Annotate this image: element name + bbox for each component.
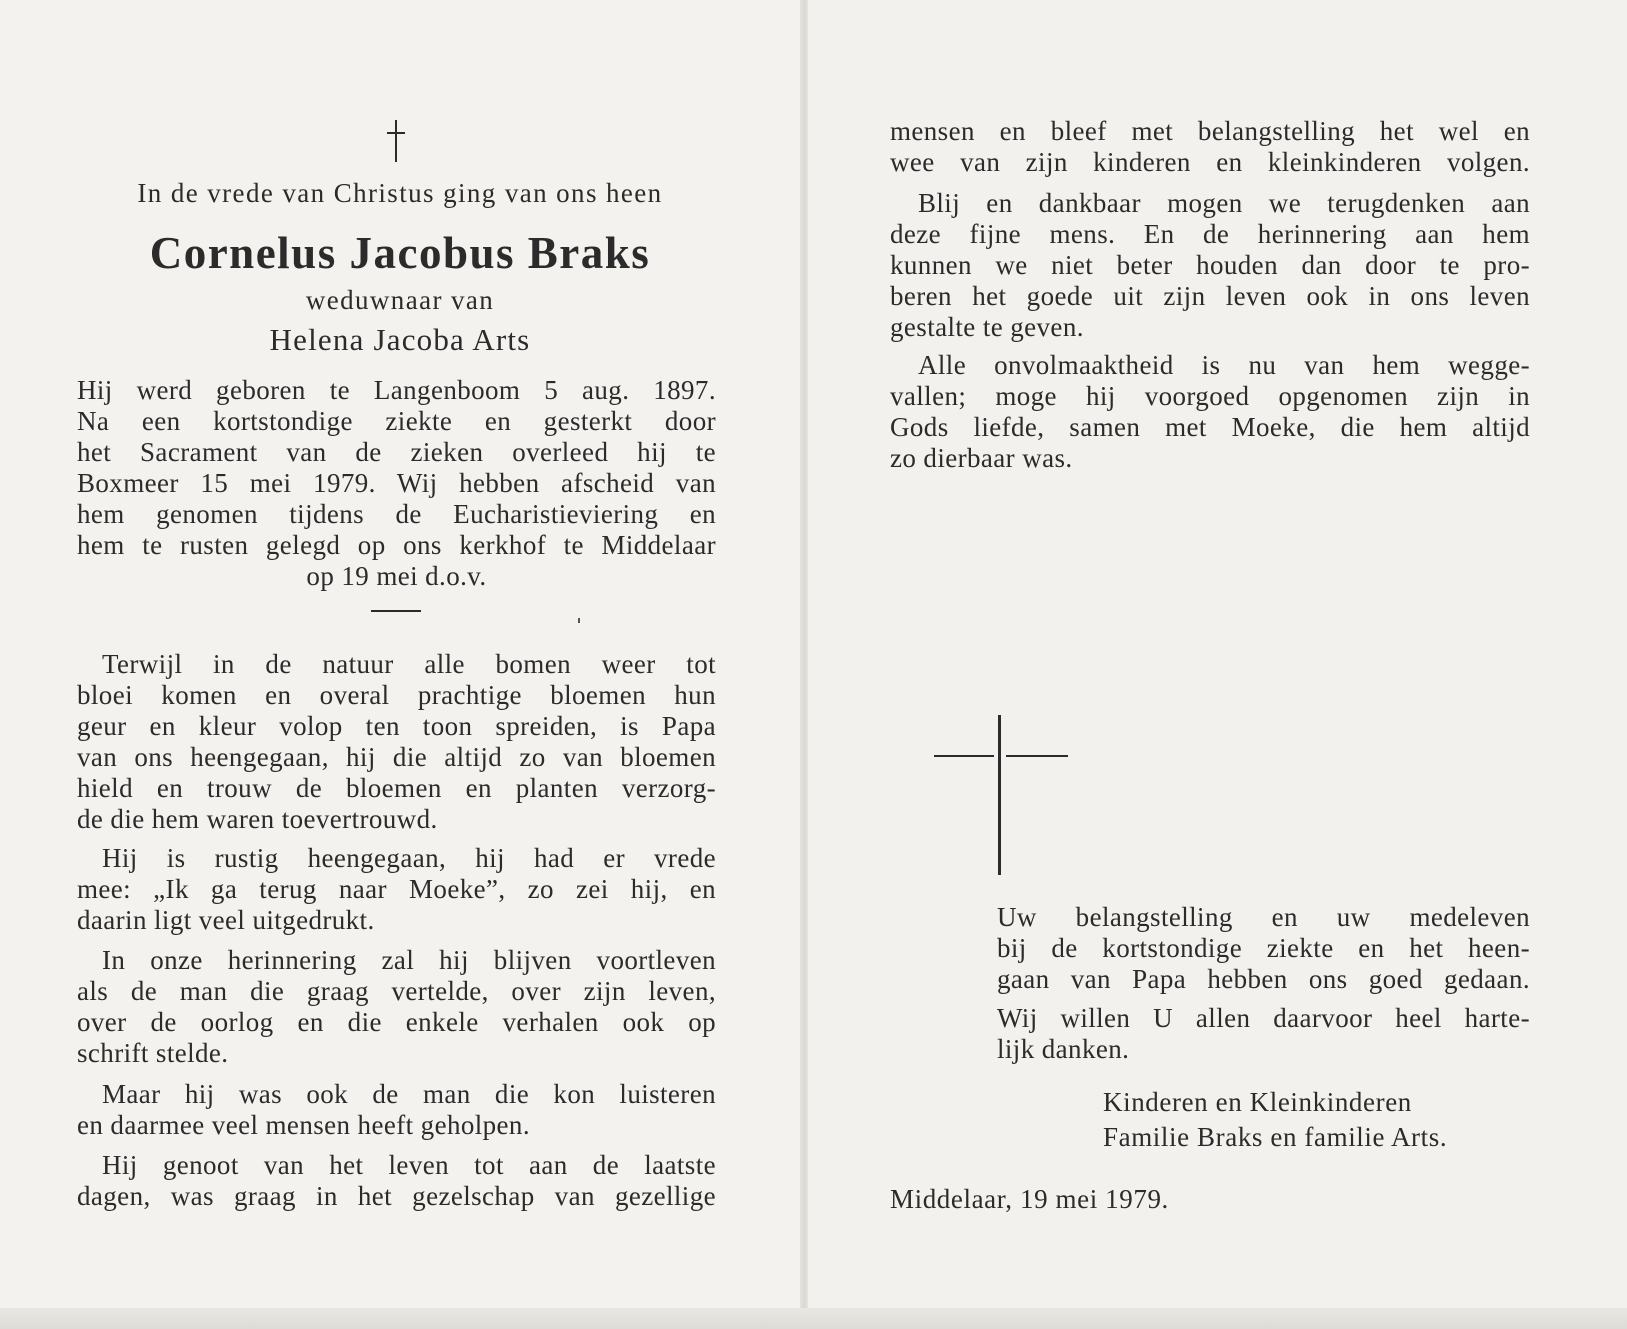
text-line: geur en kleur volop ten toon spreiden, is Papa xyxy=(77,711,716,741)
paragraph-life xyxy=(77,1150,716,1212)
text-line: deze fijne mens. En de herinnering aan hem xyxy=(890,219,1530,249)
paragraph-peace xyxy=(77,843,716,936)
text-line: Wij willen U allen daarvoor heel harte- xyxy=(997,1003,1530,1033)
paragraph-listener xyxy=(77,1079,716,1141)
card-bottom-edge xyxy=(0,1308,1627,1329)
text-line: en daarmee veel mensen heeft geholpen. xyxy=(77,1110,530,1140)
text-line: Maar hij was ook de man die kon luisteren xyxy=(102,1079,716,1109)
text-line: Hij is rustig heengegaan, hij had er vrede xyxy=(102,843,716,873)
place-date: Middelaar, 19 mei 1979. xyxy=(890,1184,1169,1214)
spouse-name: Helena Jacoba Arts xyxy=(269,322,531,357)
paragraph-imperfection xyxy=(890,350,1530,474)
paper-speck xyxy=(578,618,580,623)
bio-line: Hij werd geboren te Langenboom 5 aug. 1897. xyxy=(77,375,716,405)
text-line: lijk danken. xyxy=(997,1034,1130,1064)
bio-line: hem te rusten gelegd op ons kerkhof te Middelaar xyxy=(77,530,716,560)
text-line: over de oorlog en die enkele verhalen ook op xyxy=(77,1007,716,1037)
text-line: gestalte te geven. xyxy=(890,312,1084,342)
text-line: de die hem waren toevertrouwd. xyxy=(77,804,438,834)
text-line: zo dierbaar was. xyxy=(890,443,1073,473)
text-line: Terwijl in de natuur alle bomen weer tot xyxy=(102,649,716,679)
thanks-paragraph xyxy=(997,902,1530,995)
text-line: dagen, was graag in het gezelschap van gezellige xyxy=(77,1181,716,1211)
text-line: mensen en bleef met belangstelling het wel en xyxy=(890,116,1530,146)
text-line: Uw belangstelling en uw medeleven xyxy=(997,902,1530,932)
paragraph-memory xyxy=(77,945,716,1069)
text-line: mee: „Ik ga terug naar Moeke”, zo zei hij, en xyxy=(77,874,716,904)
bio-line: Na een kortstondige ziekte en gesterkt door xyxy=(77,406,716,436)
paragraph-grateful xyxy=(890,188,1530,343)
bio-line: op 19 mei d.o.v. xyxy=(306,561,487,591)
left-panel xyxy=(0,0,802,1329)
text-line: gaan van Papa hebben ons goed gedaan. xyxy=(997,964,1530,994)
text-line: Hij genoot van het leven tot aan de laatste xyxy=(102,1150,716,1180)
paragraph-continued xyxy=(890,116,1530,178)
text-line: Gods liefde, samen met Moeke, die hem altijd xyxy=(890,412,1530,442)
signature-line: Familie Braks en familie Arts. xyxy=(1103,1122,1448,1152)
large-cross-icon xyxy=(934,715,1068,875)
text-line: als de man die graag vertelde, over zijn leven, xyxy=(77,976,716,1006)
bio-line: Boxmeer 15 mei 1979. Wij hebben afscheid van xyxy=(77,468,716,498)
bio-line: hem genomen tijdens de Eucharistieviering en xyxy=(77,499,716,529)
biography xyxy=(77,375,716,592)
text-line: van ons heengegaan, hij die altijd zo van bloemen xyxy=(77,742,716,772)
text-line: kunnen we niet beter houden dan door te pro- xyxy=(890,250,1530,280)
deceased-name: Cornelus Jacobus Braks xyxy=(149,228,651,278)
widower-of-label: weduwnaar van xyxy=(305,285,495,315)
paragraph-nature xyxy=(77,649,716,835)
text-line: daarin ligt veel uitgedrukt. xyxy=(77,905,375,935)
text-line: bloei komen en overal prachtige bloemen hun xyxy=(77,680,716,710)
signature-line: Kinderen en Kleinkinderen xyxy=(1103,1087,1412,1117)
text-line: schrift stelde. xyxy=(77,1038,229,1068)
bio-line: het Sacrament van de zieken overleed hij te xyxy=(77,437,716,467)
text-line: Blij en dankbaar mogen we terugdenken aan xyxy=(918,188,1530,218)
text-line: wee van zijn kinderen en kleinkinderen volgen. xyxy=(890,147,1530,177)
text-line: Alle onvolmaaktheid is nu van hem wegge- xyxy=(918,350,1530,380)
text-line: bij de kortstondige ziekte en het heen- xyxy=(997,933,1530,963)
text-line: hield en trouw de bloemen en planten verzorg- xyxy=(77,773,716,803)
thanks-closing xyxy=(997,1003,1530,1065)
intro-line: In de vrede van Christus ging van ons heen xyxy=(137,178,663,208)
small-cross-icon xyxy=(385,120,407,162)
separator-rule xyxy=(371,610,421,612)
text-line: In onze herinnering zal hij blijven voortleven xyxy=(102,945,716,975)
text-line: beren het goede uit zijn leven ook in ons leven xyxy=(890,281,1530,311)
text-line: vallen; moge hij voorgoed opgenomen zijn in xyxy=(890,381,1530,411)
